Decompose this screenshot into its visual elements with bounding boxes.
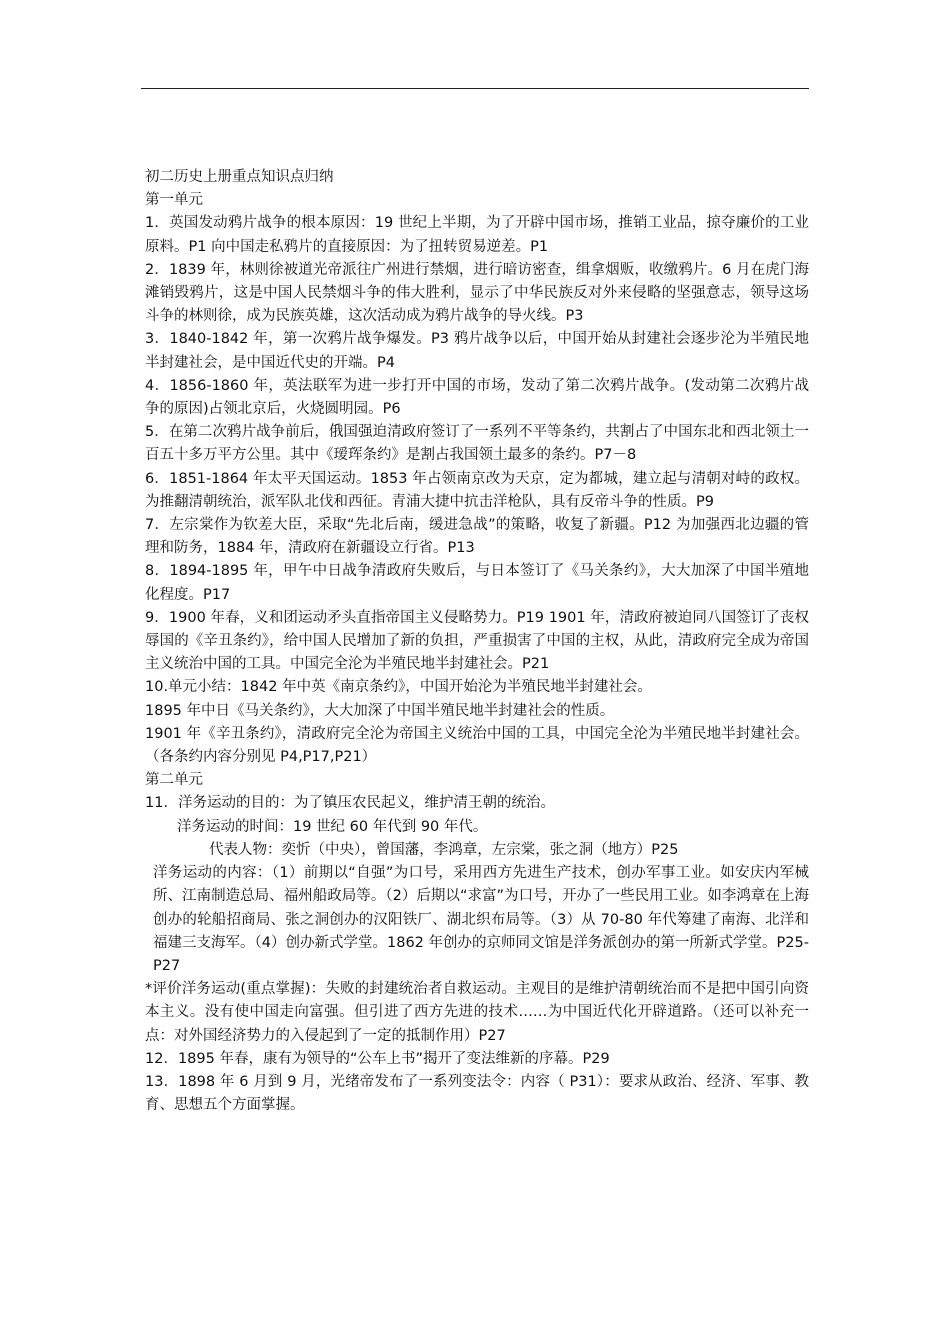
paragraph-6: 6．1851-1864 年太平天国运动。1853 年占领南京改为天京，定为都城，建立起与清朝对峙的政权。为推翻清朝统治，派军队北伐和西征。青浦大捷中抗击洋枪队，具有反帝斗争的性质。P9 xyxy=(145,470,809,510)
paragraph-2: 2．1839 年，林则徐被道光帝派往广州进行禁烟，进行暗访密查，缉拿烟贩，收缴鸦片。6 月在虎门海滩销毁鸦片，这是中国人民禁烟斗争的伟大胜利，显示了中华民族反对外来侵略的坚强意志，领导这场斗争的林则徐，成为民族英雄，这次活动成为鸦片战争的导火线。P3 xyxy=(145,261,809,325)
paragraph-13: 13．1898 年 6 月到 9 月，光绪帝发布了一系列变法令：内容（ P31）：要求从政治、经济、军事、教育、思想五个方面掌握。 xyxy=(145,1073,809,1114)
paragraph-4: 4．1856-1860 年，英法联军为进一步打开中国的市场，发动了第二次鸦片战争。(发动第二次鸦片战争的原因)占领北京后，火烧圆明园。P6 xyxy=(145,377,809,418)
paragraph-9: 9．1900 年春，义和团运动矛头直指帝国主义侵略势力。P19 1901 年，清政府被迫同八国签订了丧权辱国的《辛丑条约》，给中国人民增加了新的负担，严重损害了中国的主权，从此，清政府完全成为帝国主义统治中国的工具。中国完全沦为半殖民地半封建社会。P21 xyxy=(145,609,809,673)
paragraph-10b: 1895 年中日《马关条约》，大大加深了中国半殖民地半封建社会的性质。 xyxy=(145,702,615,719)
unit-heading-2: 第二单元 xyxy=(145,772,203,789)
doc-title: 初二历史上册重点知识点归纳 xyxy=(145,169,334,185)
document-body xyxy=(145,166,809,1117)
paragraph-10a: 10.单元小结：1842 年中英《南京条约》，中国开始沦为半殖民地半封建社会。 xyxy=(145,679,652,696)
paragraph-11a: 11．洋务运动的目的：为了镇压农民起义，维护清王朝的统治。 xyxy=(145,795,555,812)
header-rule xyxy=(141,88,809,89)
paragraph-3: 3．1840-1842 年，第一次鸦片战争爆发。P3 鸦片战争以后，中国开始从封建社会逐步沦为半殖民地半封建社会，是中国近代史的开端。P4 xyxy=(145,331,809,371)
paragraph-11e: *评价洋务运动(重点掌握)：失败的封建统治者自救运动。主观目的是维护清朝统治而不是把中国引向资本主义。没有使中国走向富强。但引进了西方先进的技术……为中国近代化开辟道路。（还可以补充一点：对外国经济势力的入侵起到了一定的抵制作用）P27 xyxy=(145,981,809,1044)
paragraph-11b: 洋务运动的时间：19 世纪 60 年代到 90 年代。 xyxy=(177,818,488,835)
paragraph-5: 5．在第二次鸦片战争前后，俄国强迫清政府签订了一系列不平等条约，共割占了中国东北和西北领土一百五十多万平方公里。其中《瑷珲条约》是割占我国领土最多的条约。P7－8 xyxy=(145,424,809,464)
paragraph-10c: 1901 年《辛丑条约》，清政府完全沦为帝国主义统治中国的工具，中国完全沦为半殖民地半封建社会。（各条约内容分别见 P4,P17,P21） xyxy=(145,725,809,766)
unit-heading-1: 第一单元 xyxy=(145,192,203,209)
paragraph-11c: 代表人物：奕忻（中央），曾国藩，李鸿章，左宗棠，张之洞（地方）P25 xyxy=(209,841,679,858)
paragraph-1: 1．英国发动鸦片战争的根本原因：19 世纪上半期，为了开辟中国市场，推销工业品，掠夺廉价的工业原料。P1 向中国走私鸦片的直接原因：为了扭转贸易逆差。P1 xyxy=(145,215,809,255)
paragraph-12: 12．1895 年春，康有为领导的“公车上书”揭开了变法维新的序幕。P29 xyxy=(145,1050,610,1067)
paragraph-11d: 洋务运动的内容：（1）前期以“自强”为口号，采用西方先进生产技术，创办军事工业。如安庆内军械所、江南制造总局、福州船政局等。（2）后期以“求富”为口号，开办了一些民用工业。如李鸿章在上海创办的轮船招商局、张之洞创办的汉阳铁厂、湖北织布局等。（3）从 70-80 年代筹建了南海、北洋和福建三支海军。（4）创办新式学堂。1862 年创办的京师同文馆是洋务派创办的第一所新式学堂。P25-P27 xyxy=(153,865,809,974)
paragraph-8: 8．1894-1895 年，甲午中日战争清政府失败后，与日本签订了《马关条约》，大大加深了中国半殖地化程度。P17 xyxy=(145,563,809,603)
paragraph-7: 7．左宗棠作为钦差大臣，采取“先北后南，缓进急战”的策略，收复了新疆。P12 为加强西北边疆的管理和防务，1884 年，清政府在新疆设立行省。P13 xyxy=(145,517,809,557)
